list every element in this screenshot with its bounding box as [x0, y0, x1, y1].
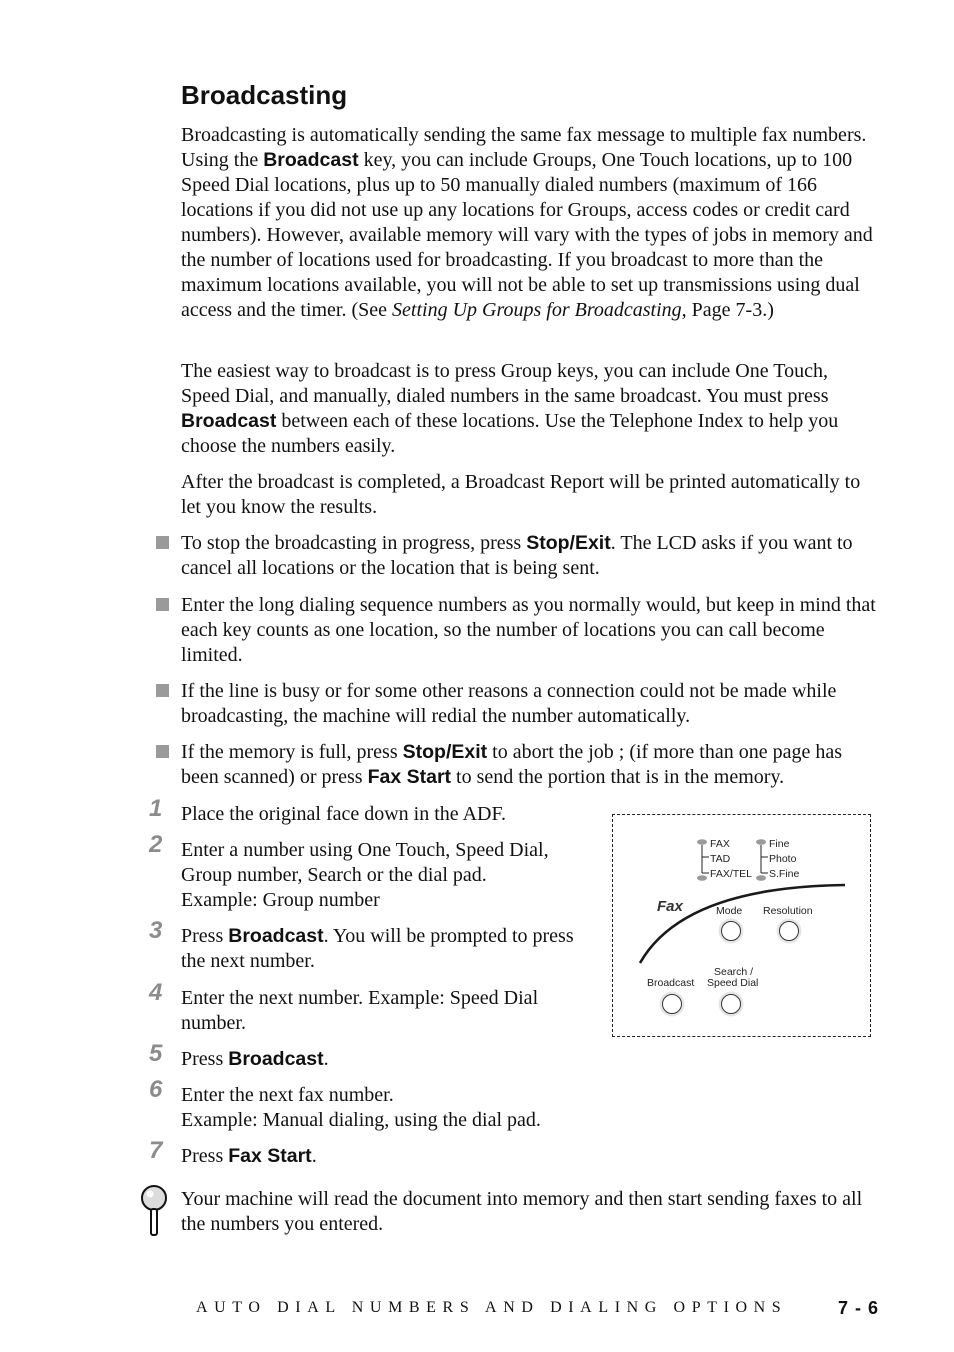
- key-name: Stop/Exit: [402, 741, 488, 763]
- text: .: [323, 1048, 329, 1070]
- bullet-square-icon: [156, 598, 169, 611]
- text: Press: [181, 1048, 229, 1070]
- page-number: 7 - 6: [838, 1298, 880, 1318]
- speed-dial-button-label: Speed Dial: [707, 977, 759, 989]
- mode-button-label: Mode: [716, 905, 743, 917]
- step-1: [149, 795, 601, 827]
- broadcast-button: [663, 995, 682, 1014]
- resolution-option-fine: Fine: [769, 838, 790, 850]
- resolution-button: [780, 922, 799, 941]
- key-name: Broadcast: [228, 1048, 324, 1070]
- key-name: Stop/Exit: [526, 532, 611, 554]
- step-2: [149, 831, 601, 913]
- search-speed-dial-button: [722, 995, 741, 1014]
- panel-swoosh-arc: [640, 885, 845, 963]
- indicator-led-icon: [756, 839, 766, 845]
- easiest-way-paragraph: [181, 359, 881, 459]
- step-number: 6: [149, 1076, 163, 1103]
- key-name: Fax Start: [228, 1145, 312, 1167]
- note-pushpin-icon: [139, 1185, 169, 1239]
- text: . The LCD asks if you want to cancel all locations or the location that is being sent.: [181, 532, 853, 579]
- text: Enter a number using One Touch, Speed Dial, Group number, Search or the dial pad.: [181, 839, 549, 886]
- broadcast-button-label: Broadcast: [647, 977, 695, 989]
- text: Press: [181, 925, 229, 947]
- report-paragraph: After the broadcast is completed, a Broadcast Report will be printed automatically to let you know the results.: [181, 471, 861, 518]
- resolution-button-label: Resolution: [763, 905, 813, 917]
- fax-control-panel-illustration: [612, 814, 871, 1037]
- indicator-led-icon: [756, 875, 766, 881]
- text: , Page 7-3.): [681, 299, 774, 321]
- step-7: [149, 1137, 601, 1169]
- key-name: Fax Start: [367, 766, 452, 788]
- bullet-item: [181, 679, 881, 729]
- step-number: 7: [149, 1137, 163, 1164]
- cross-reference: Setting Up Groups for Broadcasting: [392, 299, 682, 321]
- key-name: Broadcast: [228, 925, 324, 947]
- step-number: 3: [149, 917, 163, 944]
- mode-button: [722, 922, 741, 941]
- text: Enter the long dialing sequence numbers as you normally would, but keep in mind that each key counts as one location, so the number of locations you can call become limited.: [181, 594, 876, 666]
- text: Place the original face down in the ADF.: [181, 803, 506, 825]
- text: .: [311, 1145, 317, 1167]
- resolution-option-sfine: S.Fine: [769, 868, 800, 880]
- resolution-option-photo: Photo: [769, 853, 797, 865]
- search-button-label: Search /: [714, 966, 754, 978]
- step-number: 1: [149, 795, 163, 822]
- key-name: Broadcast: [263, 149, 359, 171]
- mode-option-faxtel: FAX/TEL: [710, 868, 753, 880]
- text: between each of these locations. Use the Telephone Index to help you choose the numbers easily.: [181, 410, 839, 457]
- fax-logo: Fax: [657, 898, 683, 915]
- step-number: 2: [149, 831, 163, 858]
- bullet-square-icon: [156, 536, 169, 549]
- control-panel-drawing: [613, 815, 872, 1038]
- text: Enter the next fax number.: [181, 1084, 394, 1106]
- text: Example: Manual dialing, using the dial pad.: [181, 1109, 541, 1131]
- step-number: 5: [149, 1040, 163, 1067]
- text: Broadcasting is automatically sending the same fax message to multiple fax numbers. Using the: [181, 124, 867, 171]
- text: . You will be prompted to press the next number.: [181, 925, 574, 972]
- page-heading: Broadcasting: [181, 80, 348, 110]
- resolution-indicator-group: [756, 838, 800, 881]
- step-3: [149, 917, 601, 974]
- intro-paragraph: [181, 123, 881, 323]
- footer-chapter-title: AUTO DIAL NUMBERS AND DIALING OPTIONS: [196, 1299, 788, 1316]
- indicator-led-icon: [697, 875, 707, 881]
- indicator-led-icon: [697, 839, 707, 845]
- bullet-item: [181, 740, 881, 790]
- step-4: [149, 979, 601, 1036]
- step-6: [149, 1076, 601, 1133]
- bullet-square-icon: [156, 745, 169, 758]
- text: The easiest way to broadcast is to press Group keys, you can include One Touch, Speed Dial, and manually, dialed numbers in the same broadcast. You must press: [181, 360, 829, 407]
- bullet-square-icon: [156, 684, 169, 697]
- text: key, you can include Groups, One Touch locations, up to 100 Speed Dial locations, plus up to 50 manually dialed numbers (maximum of 166 locations if you did not use up any locations for Groups, access codes or credit card numbers). However, available memory will vary with the types of jobs in memory and the number of locations used for broadcasting. If you broadcast to more than the maximum locations available, you will not be able to set up transmissions using dual access and the timer. (See: [181, 149, 873, 321]
- text: Enter the next number. Example: Speed Dial number.: [181, 987, 539, 1034]
- mode-option-tad: TAD: [710, 853, 731, 865]
- bullet-item: [181, 593, 881, 668]
- text: Press: [181, 1145, 229, 1167]
- text: to send the portion that is in the memory.: [451, 766, 785, 788]
- text: To stop the broadcasting in progress, press: [181, 532, 527, 554]
- mode-indicator-group: [697, 838, 752, 881]
- text: Example: Group number: [181, 889, 380, 911]
- key-name: Broadcast: [181, 410, 277, 432]
- note-text: Your machine will read the document into memory and then start sending faxes to all the numbers you entered.: [181, 1188, 863, 1235]
- mode-option-fax: FAX: [710, 838, 730, 850]
- step-number: 4: [149, 979, 163, 1006]
- text: If the line is busy or for some other reasons a connection could not be made while broadcasting, the machine will redial the number automatically.: [181, 680, 837, 727]
- text: to abort the job ; (if more than one page has been scanned) or press: [181, 741, 843, 788]
- step-5: [149, 1040, 601, 1072]
- bullet-item: [181, 531, 881, 581]
- text: If the memory is full, press: [181, 741, 403, 763]
